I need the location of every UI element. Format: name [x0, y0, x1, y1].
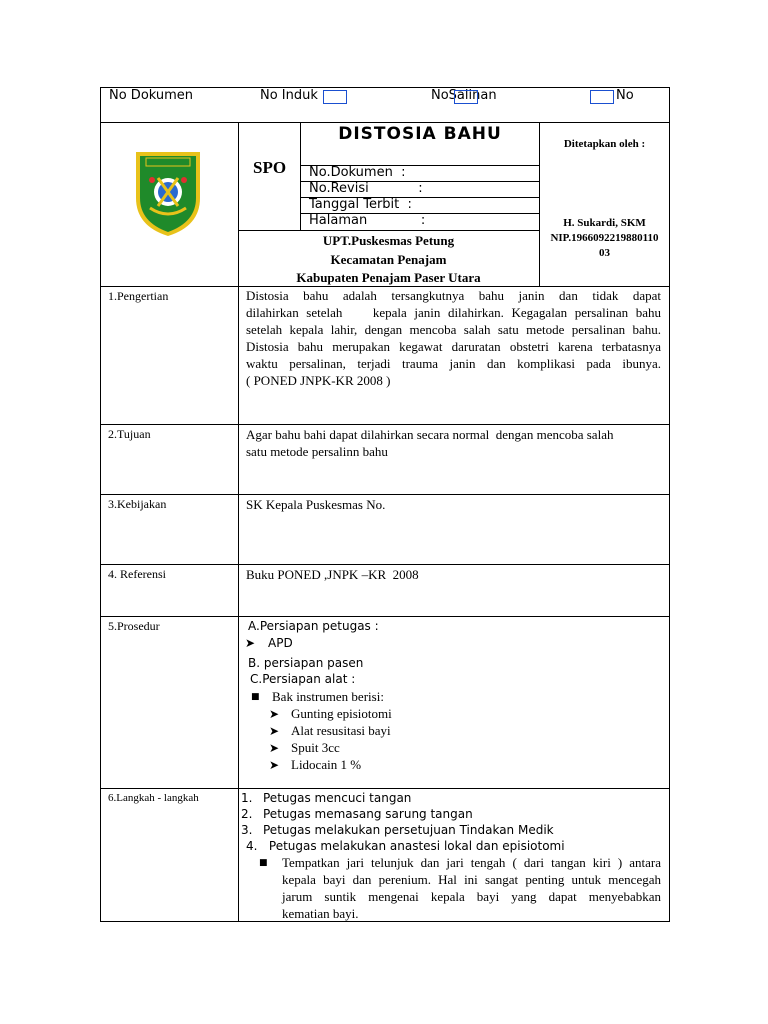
alat-item: Lidocain 1 %: [291, 757, 362, 772]
arrow-bullet-icon: ➤: [269, 741, 280, 755]
label-referensi: 4. Referensi: [108, 567, 166, 581]
pengertian-line: Distosia bahu merupakan kegawat daruratan obstetri karena terbatasnya: [246, 339, 661, 354]
org-kabupaten: Kabupaten Penajam Paser Utara: [296, 270, 481, 285]
prosedur-a: A.Persiapan petugas :: [248, 619, 379, 633]
square-bullet-icon: ■: [251, 692, 260, 702]
header-no-induk: No Induk: [260, 88, 318, 103]
ditetapkan-label: Ditetapkan oleh :: [563, 138, 646, 150]
arrow-bullet-icon: ➤: [269, 758, 280, 772]
step-text: 4. Petugas melakukan anastesi lokal dan episiotomi: [246, 839, 565, 853]
step-number: 2.: [241, 807, 253, 821]
step-text: Petugas melakukan persetujuan Tindakan Medik: [263, 823, 554, 837]
prosedur-c1: Bak instrumen berisi:: [272, 689, 384, 704]
label-pengertian: 1.Pengertian: [108, 289, 169, 303]
pengertian-line: setelah kepala lahir, dengan mencoba salah satu metode persalinan bahu.: [246, 322, 661, 337]
document-title: DISTOSIA BAHU: [338, 124, 502, 144]
label-kebijakan: 3.Kebijakan: [108, 497, 167, 511]
arrow-bullet-icon: ➤: [269, 707, 280, 721]
step-number: 3.: [241, 823, 253, 837]
langkah-paragraph: [282, 854, 661, 922]
field-halaman: Halaman :: [309, 213, 426, 228]
referensi-text: Buku PONED ,JNPK –KR 2008: [246, 567, 419, 582]
no-induk-input[interactable]: [323, 90, 347, 104]
arrow-bullet-icon: ➤: [245, 636, 256, 650]
kabupaten-logo: [132, 148, 204, 238]
pengertian-line: dilahirkan setelah kepala janin dilahirkan. Kegagalan persalinan bahu: [246, 305, 661, 320]
step-number: 1.: [241, 791, 253, 805]
field-tanggal-terbit: Tanggal Terbit :: [309, 197, 412, 212]
no-input[interactable]: [590, 90, 614, 104]
tujuan-line: Agar bahu bahi dapat dilahirkan secara normal dengan mencoba salah: [246, 427, 614, 442]
header-no-salinan: NoSalinan: [431, 88, 497, 103]
step-text: Petugas mencuci tangan: [263, 791, 412, 805]
field-no-dokumen: No.Dokumen :: [309, 165, 406, 180]
square-bullet-icon: ■: [259, 858, 268, 868]
header-no: No: [616, 88, 634, 103]
step-text: Petugas memasang sarung tangan: [263, 807, 473, 821]
field-no-revisi: No.Revisi :: [309, 181, 423, 196]
langkah-line: kepala bayi dan perenium. Hal ini sangat penting untuk mencegah: [282, 872, 661, 887]
arrow-bullet-icon: ➤: [269, 724, 280, 738]
signer-nip: NIP.1966092219880110: [550, 232, 659, 244]
header-no-dokumen: No Dokumen: [109, 88, 194, 103]
signer-name: H. Sukardi, SKM: [563, 217, 646, 229]
pengertian-line: waktu persalinan, terjadi trauma janin dan komplikasi pada ibunya.: [246, 356, 661, 371]
pengertian-text: [246, 287, 661, 389]
prosedur-a1: APD: [268, 636, 293, 650]
prosedur-c: C.Persiapan alat :: [250, 672, 356, 686]
org-kecamatan: Kecamatan Penajam: [330, 252, 447, 267]
label-tujuan: 2.Tujuan: [108, 427, 151, 441]
label-prosedur: 5.Prosedur: [108, 619, 160, 633]
alat-item: Alat resusitasi bayi: [291, 723, 391, 738]
pengertian-line: ( PONED JNPK-KR 2008 ): [246, 373, 391, 388]
langkah-line: kematian bayi.: [282, 906, 359, 921]
pengertian-line: Distosia bahu adalah tersangkutnya bahu janin dan tidak dapat: [246, 288, 661, 303]
signer-nip-cont: 03: [599, 247, 610, 259]
prosedur-b: B. persiapan pasen: [248, 656, 364, 670]
spo-label: SPO: [253, 158, 287, 177]
tujuan-line: satu metode persalinn bahu: [246, 444, 388, 459]
tujuan-text: [246, 426, 661, 460]
langkah-line: Tempatkan jari telunjuk dan jari tengah ( dari tangan kiri ) antara: [282, 855, 661, 870]
alat-item: Spuit 3cc: [291, 740, 340, 755]
label-langkah: 6.Langkah - langkah: [108, 792, 199, 804]
org-name: UPT.Puskesmas Petung: [322, 233, 455, 248]
kebijakan-text: SK Kepala Puskesmas No.: [246, 497, 386, 512]
alat-item: Gunting episiotomi: [291, 706, 392, 721]
langkah-line: jarum suntik mengenai kepala bayi yang dapat menyebabkan: [282, 889, 661, 904]
no-salinan-input[interactable]: [454, 90, 478, 104]
